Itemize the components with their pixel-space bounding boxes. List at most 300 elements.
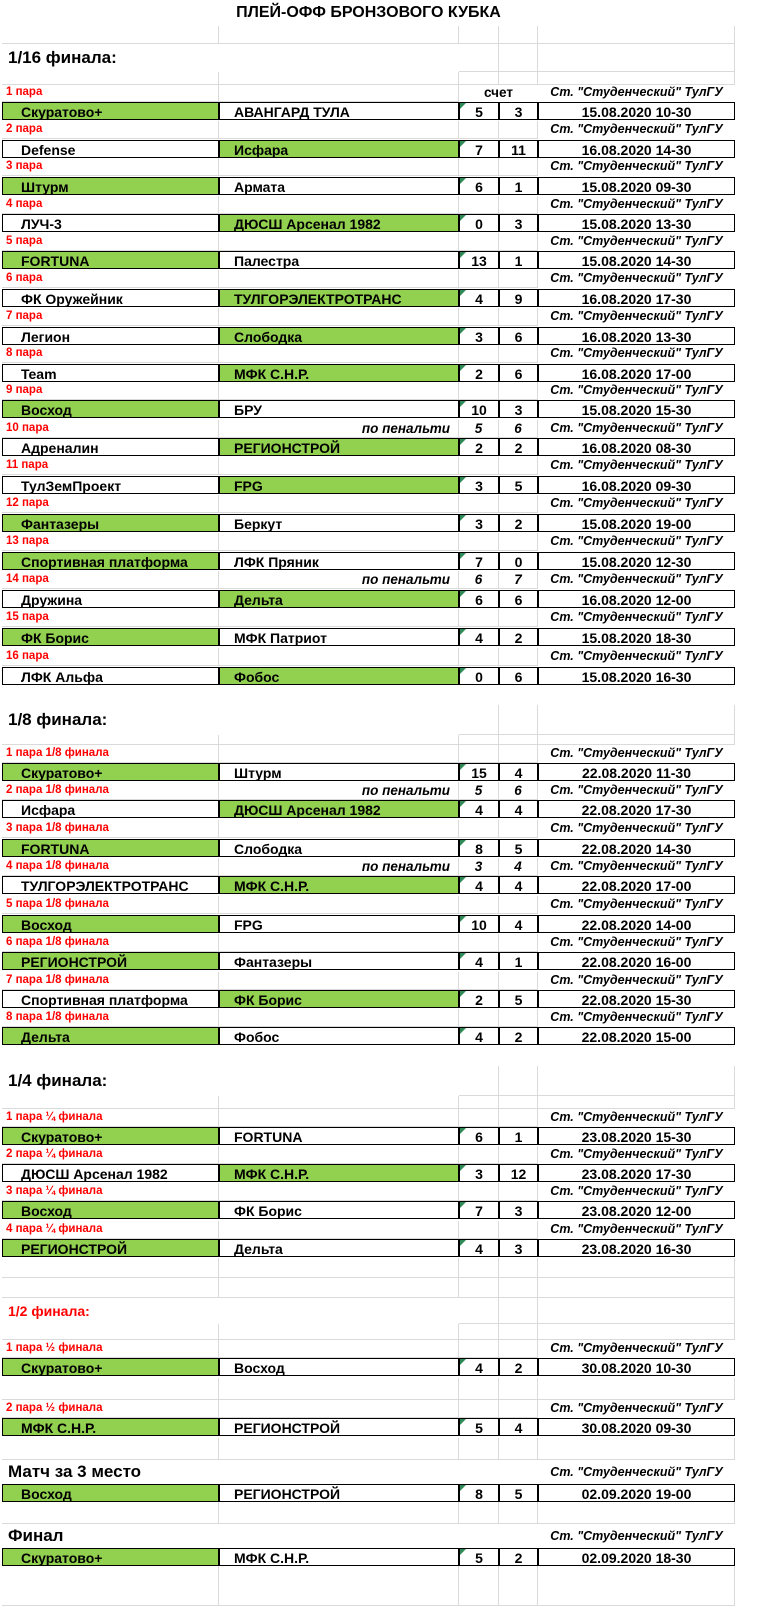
pair-label: 8 пара [2, 345, 219, 363]
venue-label: Ст. "Студенческий" ТулГУ [550, 234, 723, 248]
penalty-away-score: 7 [499, 571, 538, 589]
grid-cell [459, 1278, 499, 1298]
grid-cell [2, 1502, 219, 1524]
home-team: Скуратово+ [2, 763, 219, 781]
pair-label: 13 пара [2, 533, 219, 551]
match-datetime: 15.08.2020 16-30 [538, 667, 735, 685]
pair-label: 14 пара [2, 571, 219, 589]
grid-cell [219, 457, 459, 475]
pair-label-row [0, 858, 757, 876]
grid-cell [499, 934, 538, 952]
pair-label-row [0, 896, 757, 914]
pair-label-row [0, 457, 757, 475]
round-header [0, 1298, 757, 1324]
round-header [0, 1460, 757, 1484]
grid-cell [219, 972, 459, 990]
penalty-away-score: 6 [499, 420, 538, 438]
home-team: FORTUNA [2, 251, 219, 269]
grid-cell [499, 1146, 538, 1164]
grid-cell [499, 533, 538, 551]
match-datetime: 30.08.2020 10-30 [538, 1358, 735, 1376]
venue-label: Ст. "Студенческий" ТулГУ [550, 897, 723, 911]
grid-cell [219, 1566, 459, 1606]
match-row [0, 514, 757, 532]
away-score: 4 [499, 763, 538, 781]
pair-label-row [0, 571, 757, 589]
pair-label-row [0, 158, 757, 176]
away-score: 6 [499, 590, 538, 608]
grid-cell [499, 1502, 538, 1524]
pair-label-row [0, 820, 757, 838]
pair-label-row [0, 1146, 757, 1164]
grid-cell [219, 1438, 459, 1460]
grid-cell [2, 1438, 219, 1460]
home-score: 3 [459, 1164, 499, 1182]
home-score: 4 [459, 289, 499, 307]
pair-label: 4 пара [2, 196, 219, 214]
grid-cell [459, 1324, 499, 1340]
grid-cell [2, 1096, 219, 1109]
match-datetime: 22.08.2020 17-00 [538, 876, 735, 894]
pair-label: 6 пара [2, 270, 219, 288]
grid-cell [459, 345, 499, 363]
pair-label-row [0, 745, 757, 763]
away-score: 6 [499, 364, 538, 382]
grid-cell [499, 1183, 538, 1201]
home-score: 3 [459, 514, 499, 532]
grid-cell [459, 1009, 499, 1027]
grid-cell [499, 1066, 538, 1096]
venue-label: Ст. "Студенческий" ТулГУ [550, 309, 723, 323]
grid-cell [499, 609, 538, 627]
match-datetime: 15.08.2020 10-30 [538, 102, 735, 120]
away-score: 1 [499, 952, 538, 970]
away-team: Слободка [219, 839, 459, 857]
grid-cell [499, 1009, 538, 1027]
empty-row [0, 1096, 757, 1109]
pair-label-row [0, 972, 757, 990]
venue-label: Ст. "Студенческий" ТулГУ [550, 973, 723, 987]
pair-label: 3 пара ¼ финала [2, 1183, 219, 1201]
home-score: 15 [459, 763, 499, 781]
home-team: Team [2, 364, 219, 382]
pair-label: 1 пара ½ финала [2, 1340, 219, 1358]
grid-cell [538, 1066, 735, 1096]
match-row [0, 400, 757, 418]
away-score: 3 [499, 1239, 538, 1257]
round-title: Матч за 3 место [8, 1462, 142, 1481]
round-title: 1/8 финала: [8, 710, 108, 729]
match-row [0, 251, 757, 269]
grid-cell [499, 1566, 538, 1606]
match-datetime: 02.09.2020 19-00 [538, 1484, 735, 1502]
away-score: 3 [499, 214, 538, 232]
away-score: 4 [499, 800, 538, 818]
home-score: 7 [459, 140, 499, 158]
grid-cell [538, 1278, 735, 1298]
home-team: Дельта [2, 1027, 219, 1045]
home-team: Восход [2, 400, 219, 418]
grid-cell [459, 1183, 499, 1201]
grid-cell [459, 1258, 499, 1278]
grid-cell [459, 495, 499, 513]
pair-label: 11 пара [2, 457, 219, 475]
grid-cell [538, 44, 735, 72]
grid-cell [499, 495, 538, 513]
away-score: 5 [499, 1484, 538, 1502]
away-score: 3 [499, 400, 538, 418]
match-row [0, 628, 757, 646]
round-header [0, 1524, 757, 1548]
pair-label-row [0, 648, 757, 666]
penalty-away-score: 6 [499, 782, 538, 800]
venue-label: Ст. "Студенческий" ТулГУ [550, 935, 723, 949]
home-team: Восход [2, 1484, 219, 1502]
pair-label-row [0, 1340, 757, 1358]
venue-label: Ст. "Студенческий" ТулГУ [550, 122, 723, 136]
match-datetime: 15.08.2020 14-30 [538, 251, 735, 269]
grid-cell [499, 1278, 538, 1298]
grid-cell [2, 735, 219, 745]
match-row [0, 1548, 757, 1566]
grid-cell [459, 533, 499, 551]
pair-label: 10 пара [2, 420, 219, 438]
home-team: ЛФК Альфа [2, 667, 219, 685]
away-team: МФК С.Н.Р. [219, 1164, 459, 1182]
venue-label: Ст. "Студенческий" ТулГУ [550, 1341, 723, 1355]
grid-cell [2, 1324, 219, 1340]
away-score: 6 [499, 667, 538, 685]
match-row [0, 289, 757, 307]
match-datetime: 22.08.2020 16-00 [538, 952, 735, 970]
grid-cell [219, 158, 459, 176]
penalty-label: по пенальти [219, 782, 459, 800]
match-row [0, 876, 757, 894]
away-team: ТУЛГОРЭЛЕКТРОТРАНС [219, 289, 459, 307]
grid-cell [459, 745, 499, 763]
grid-cell [2, 1278, 219, 1298]
home-score: 4 [459, 1027, 499, 1045]
home-team: Исфара [2, 800, 219, 818]
home-score: 5 [459, 1548, 499, 1566]
home-score: 4 [459, 1358, 499, 1376]
home-team: Фантазеры [2, 514, 219, 532]
away-score: 1 [499, 177, 538, 195]
away-team: ДЮСШ Арсенал 1982 [219, 214, 459, 232]
home-team: ТУЛГОРЭЛЕКТРОТРАНС [2, 876, 219, 894]
away-score: 2 [499, 514, 538, 532]
away-score: 2 [499, 1548, 538, 1566]
match-datetime: 16.08.2020 17-00 [538, 364, 735, 382]
empty-row [0, 26, 757, 44]
home-team: FORTUNA [2, 839, 219, 857]
grid-cell [499, 233, 538, 251]
penalty-label: по пенальти [219, 858, 459, 876]
pair-label: 15 пара [2, 609, 219, 627]
away-score: 12 [499, 1164, 538, 1182]
grid-cell [459, 972, 499, 990]
home-score: 3 [459, 327, 499, 345]
empty-row [0, 735, 757, 745]
match-datetime: 16.08.2020 13-30 [538, 327, 735, 345]
grid-cell [538, 1438, 735, 1460]
home-score: 7 [459, 1201, 499, 1219]
grid-cell [499, 1400, 538, 1418]
match-datetime: 16.08.2020 17-30 [538, 289, 735, 307]
match-row [0, 1127, 757, 1145]
pair-label-row [0, 420, 757, 438]
home-score: 13 [459, 251, 499, 269]
venue-label: Ст. "Студенческий" ТулГУ [550, 649, 723, 663]
grid-cell [459, 1400, 499, 1418]
home-score: 7 [459, 552, 499, 570]
grid-cell [499, 457, 538, 475]
penalty-away-score: 4 [499, 858, 538, 876]
round-title: Финал [8, 1526, 64, 1545]
grid-cell [459, 1298, 499, 1324]
grid-cell [499, 1438, 538, 1460]
away-score: 11 [499, 140, 538, 158]
pair-label: 2 пара ¼ финала [2, 1146, 219, 1164]
grid-cell [459, 121, 499, 139]
empty-row [0, 1324, 757, 1340]
venue-label: Ст. "Студенческий" ТулГУ [550, 1529, 723, 1543]
away-score: 2 [499, 1027, 538, 1045]
grid-cell [499, 121, 538, 139]
grid-cell [538, 26, 735, 44]
grid-cell [459, 609, 499, 627]
grid-cell [499, 735, 538, 745]
grid-cell [499, 345, 538, 363]
away-score: 1 [499, 1127, 538, 1145]
away-score: 9 [499, 289, 538, 307]
pair-label-row [0, 270, 757, 288]
match-row [0, 476, 757, 494]
venue-label: Ст. "Студенческий" ТулГУ [550, 610, 723, 624]
grid-cell [219, 495, 459, 513]
home-score: 4 [459, 876, 499, 894]
home-score: 5 [459, 1418, 499, 1436]
grid-cell [459, 1096, 499, 1109]
round-title: 1/16 финала: [8, 48, 117, 67]
grid-cell [219, 1324, 459, 1340]
away-team: Палестра [219, 251, 459, 269]
grid-cell [219, 896, 459, 914]
grid-cell [499, 1324, 538, 1340]
grid-cell [459, 158, 499, 176]
grid-cell [219, 934, 459, 952]
pair-label-row [0, 782, 757, 800]
grid-cell [219, 121, 459, 139]
grid-cell [459, 1438, 499, 1460]
grid-cell [219, 26, 459, 44]
away-team: Слободка [219, 327, 459, 345]
home-score: 2 [459, 364, 499, 382]
pair-label: 3 пара 1/8 финала [2, 820, 219, 838]
away-score: 3 [499, 102, 538, 120]
grid-cell [499, 158, 538, 176]
home-score: 8 [459, 1484, 499, 1502]
match-datetime: 22.08.2020 15-00 [538, 1027, 735, 1045]
away-team: Беркут [219, 514, 459, 532]
home-score: 6 [459, 590, 499, 608]
match-datetime: 30.08.2020 09-30 [538, 1418, 735, 1436]
away-team: МФК С.Н.Р. [219, 1548, 459, 1566]
home-team: Спортивная платформа [2, 552, 219, 570]
grid-cell [499, 1340, 538, 1358]
score-header: счет [484, 85, 513, 100]
penalty-home-score: 3 [459, 858, 499, 876]
pair-label-row [0, 1009, 757, 1027]
home-team: Defense [2, 140, 219, 158]
grid-cell [499, 745, 538, 763]
venue-label: Ст. "Студенческий" ТулГУ [550, 572, 723, 586]
match-datetime: 15.08.2020 15-30 [538, 400, 735, 418]
grid-cell [499, 1221, 538, 1239]
away-team: РЕГИОНСТРОЙ [219, 1418, 459, 1436]
grid-cell [459, 308, 499, 326]
home-team: Скуратово+ [2, 1358, 219, 1376]
match-row [0, 839, 757, 857]
grid-cell [459, 1221, 499, 1239]
pair-label: 12 пара [2, 495, 219, 513]
venue-label: Ст. "Студенческий" ТулГУ [550, 85, 723, 99]
pair-label-row [0, 84, 757, 102]
away-team: МФК С.Н.Р. [219, 876, 459, 894]
grid-cell [499, 705, 538, 735]
penalty-home-score: 6 [459, 571, 499, 589]
venue-label: Ст. "Студенческий" ТулГУ [550, 746, 723, 760]
grid-cell [219, 1278, 459, 1298]
grid-cell [499, 896, 538, 914]
pair-label-row [0, 609, 757, 627]
match-row [0, 1201, 757, 1219]
home-score: 6 [459, 1127, 499, 1145]
empty-row [0, 1278, 757, 1298]
page-title: ПЛЕЙ-ОФФ БРОНЗОВОГО КУБКА [236, 4, 501, 21]
away-team: ЛФК Пряник [219, 552, 459, 570]
away-team: ФК Борис [219, 1201, 459, 1219]
grid-cell [2, 26, 219, 44]
match-row [0, 177, 757, 195]
pair-label-row [0, 1221, 757, 1239]
empty-row [0, 1378, 757, 1400]
home-score: 8 [459, 839, 499, 857]
pair-label-row [0, 196, 757, 214]
match-row [0, 364, 757, 382]
away-team: Дельта [219, 1239, 459, 1257]
grid-cell [499, 648, 538, 666]
home-team: ДЮСШ Арсенал 1982 [2, 1164, 219, 1182]
home-score: 10 [459, 915, 499, 933]
venue-label: Ст. "Студенческий" ТулГУ [550, 421, 723, 435]
grid-cell [459, 382, 499, 400]
away-score: 6 [499, 327, 538, 345]
home-team: Спортивная платформа [2, 990, 219, 1008]
grid-cell [499, 26, 538, 44]
match-datetime: 23.08.2020 16-30 [538, 1239, 735, 1257]
away-team: Фобос [219, 1027, 459, 1045]
venue-label: Ст. "Студенческий" ТулГУ [550, 1010, 723, 1024]
away-score: 2 [499, 628, 538, 646]
away-team: Исфара [219, 140, 459, 158]
venue-label: Ст. "Студенческий" ТулГУ [550, 859, 723, 873]
grid-cell [459, 270, 499, 288]
title-row [0, 0, 757, 26]
home-team: Адреналин [2, 438, 219, 456]
grid-cell [538, 705, 735, 735]
grid-cell [499, 1378, 538, 1400]
round-title: 1/4 финала: [8, 1071, 108, 1090]
grid-cell [459, 1378, 499, 1400]
match-row [0, 1239, 757, 1257]
grid-cell [219, 1378, 459, 1400]
grid-cell [459, 196, 499, 214]
pair-label: 2 пара [2, 121, 219, 139]
home-team: РЕГИОНСТРОЙ [2, 1239, 219, 1257]
match-datetime: 22.08.2020 14-30 [538, 839, 735, 857]
match-datetime: 02.09.2020 18-30 [538, 1548, 735, 1566]
penalty-label: по пенальти [219, 420, 459, 438]
match-row [0, 1484, 757, 1502]
grid-cell [538, 735, 735, 745]
away-score: 3 [499, 1201, 538, 1219]
grid-cell [219, 84, 459, 102]
grid-cell [219, 233, 459, 251]
pair-label-row [0, 934, 757, 952]
pair-label-row [0, 1400, 757, 1418]
match-datetime: 22.08.2020 11-30 [538, 763, 735, 781]
match-datetime: 15.08.2020 13-30 [538, 214, 735, 232]
pair-label-row [0, 121, 757, 139]
home-team: ФК Оружейник [2, 289, 219, 307]
pair-label: 2 пара ½ финала [2, 1400, 219, 1418]
match-row [0, 214, 757, 232]
grid-cell [459, 705, 499, 735]
away-team: АВАНГАРД ТУЛА [219, 102, 459, 120]
away-team: FPG [219, 915, 459, 933]
match-row [0, 1164, 757, 1182]
home-score: 0 [459, 214, 499, 232]
grid-cell [459, 820, 499, 838]
grid-cell [219, 345, 459, 363]
venue-label: Ст. "Студенческий" ТулГУ [550, 1401, 723, 1415]
grid-cell [538, 1258, 735, 1278]
grid-cell [219, 609, 459, 627]
pair-label-row [0, 345, 757, 363]
grid-cell [538, 1378, 735, 1400]
venue-label: Ст. "Студенческий" ТулГУ [550, 783, 723, 797]
match-datetime: 16.08.2020 08-30 [538, 438, 735, 456]
grid-cell [459, 44, 499, 72]
away-score: 5 [499, 476, 538, 494]
grid-cell [459, 457, 499, 475]
match-row [0, 1418, 757, 1436]
away-team: МФК Патриот [219, 628, 459, 646]
grid-cell [2, 1378, 219, 1400]
away-score: 5 [499, 839, 538, 857]
match-row [0, 1027, 757, 1045]
grid-cell [219, 1009, 459, 1027]
match-datetime: 23.08.2020 17-30 [538, 1164, 735, 1182]
home-score: 10 [459, 400, 499, 418]
away-score: 1 [499, 251, 538, 269]
home-score: 4 [459, 628, 499, 646]
match-row [0, 552, 757, 570]
grid-cell [499, 270, 538, 288]
match-datetime: 22.08.2020 14-00 [538, 915, 735, 933]
away-team: ДЮСШ Арсенал 1982 [219, 800, 459, 818]
